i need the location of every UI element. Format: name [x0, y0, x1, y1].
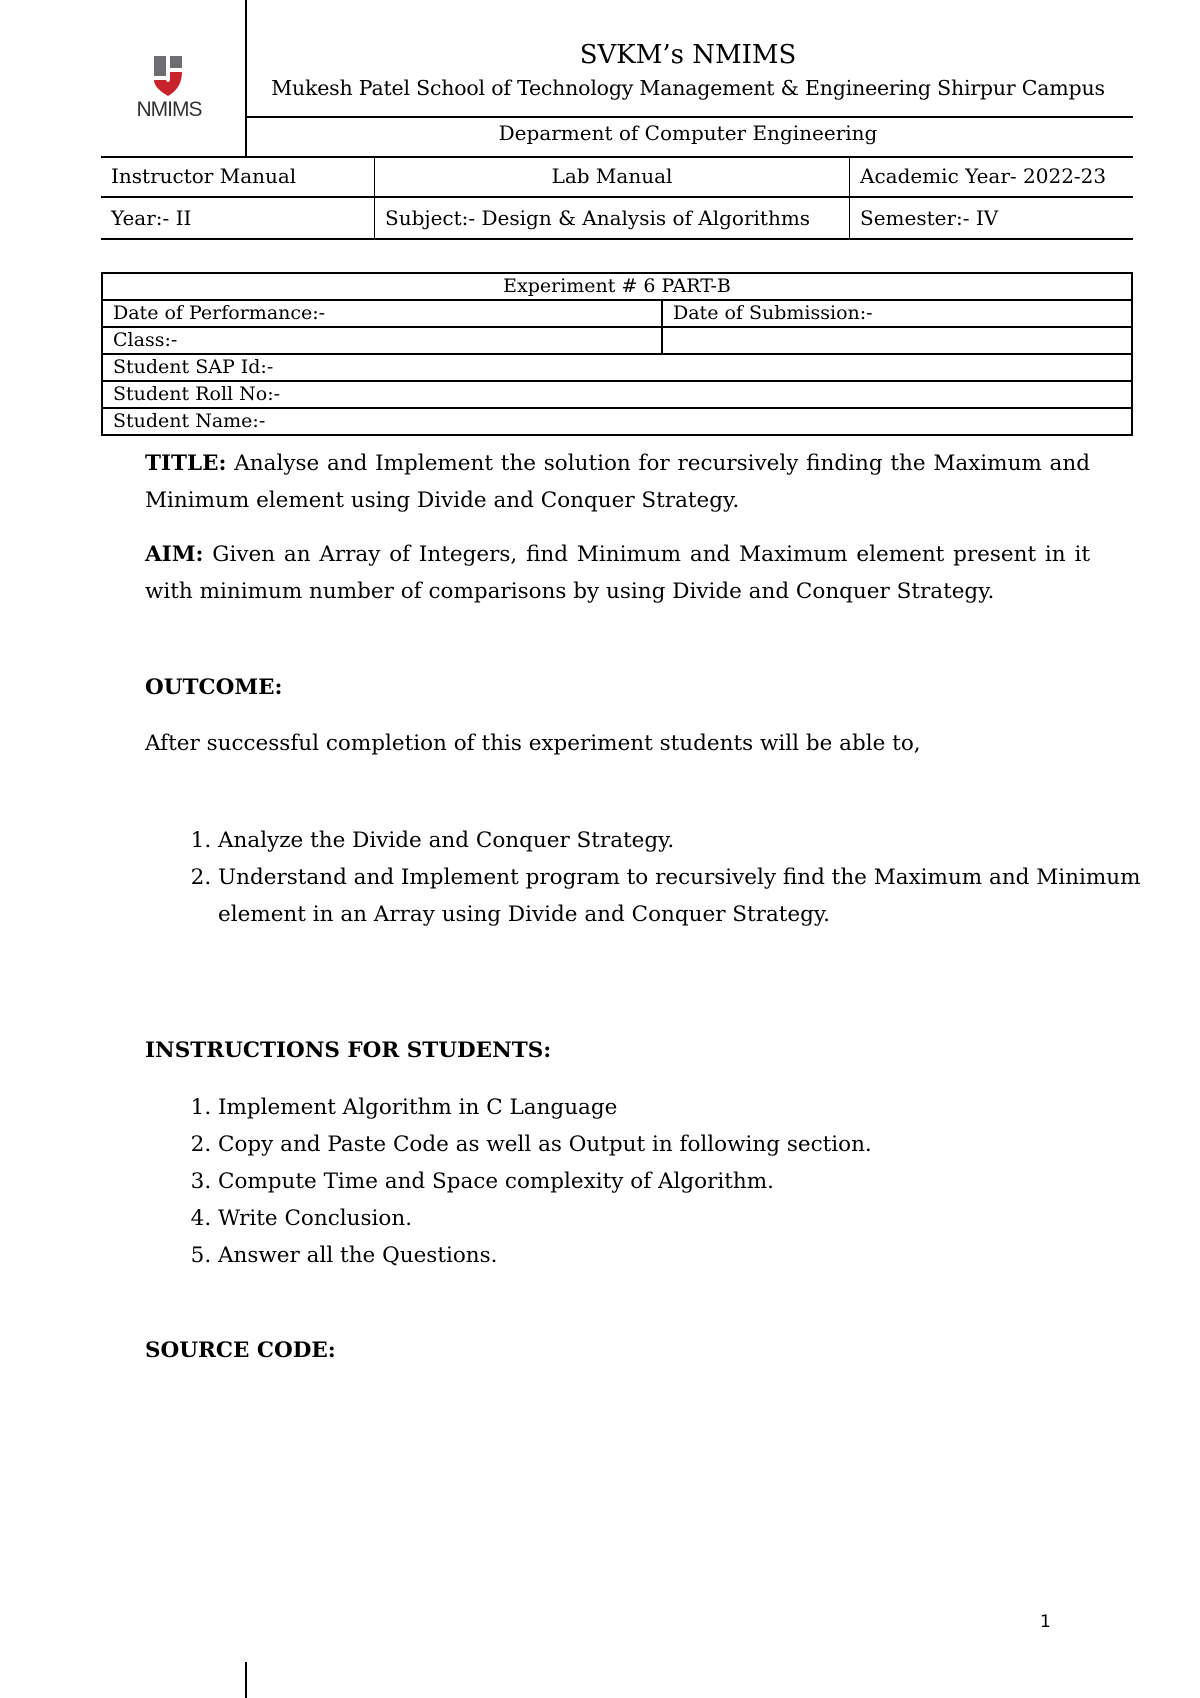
semester: Semester:- IV — [850, 197, 1134, 239]
instructions-heading: INSTRUCTIONS FOR STUDENTS: — [145, 1038, 552, 1063]
instructions-list — [145, 1089, 1163, 1274]
list-item: 4. Write Conclusion. — [218, 1200, 1163, 1237]
aim-label: AIM: — [145, 542, 204, 567]
subject: Subject:- Design & Analysis of Algorithms — [375, 197, 850, 239]
info-row — [101, 156, 1133, 197]
date-of-performance: Date of Performance:- — [102, 300, 662, 327]
experiment-title: Experiment # 6 PART-B — [102, 273, 1132, 300]
university-name: SVKM’s NMIMS — [579, 40, 797, 70]
empty-cell — [662, 327, 1132, 354]
outcome-intro: After successful completion of this experiment students will be able to, — [145, 731, 921, 756]
footer-vertical-rule — [245, 1662, 247, 1698]
list-item: 1. Analyze the Divide and Conquer Strategy. — [218, 822, 1163, 859]
student-roll-no: Student Roll No:- — [102, 381, 1132, 408]
list-item: 5. Answer all the Questions. — [218, 1237, 1163, 1274]
class-field: Class:- — [102, 327, 662, 354]
info-row — [101, 197, 1133, 239]
school-name: Mukesh Patel School of Technology Management & Engineering Shirpur Campus — [271, 76, 1105, 100]
experiment-table — [101, 272, 1133, 436]
manual-type: Instructor Manual — [101, 156, 375, 197]
list-item: 3. Compute Time and Space complexity of Algorithm. — [218, 1163, 1163, 1200]
outcome-list — [145, 822, 1163, 933]
aim-paragraph — [145, 536, 1090, 610]
year: Year:- II — [101, 197, 375, 239]
logo-name: NMIMS — [136, 98, 202, 121]
student-sap-id: Student SAP Id:- — [102, 354, 1132, 381]
header-divider — [245, 116, 1133, 118]
title-label: TITLE: — [145, 451, 227, 476]
academic-year: Academic Year- 2022-23 — [850, 156, 1134, 197]
nmims-logo — [128, 52, 210, 136]
manual-kind: Lab Manual — [375, 156, 850, 197]
date-of-submission: Date of Submission:- — [662, 300, 1132, 327]
list-item: 1. Implement Algorithm in C Language — [218, 1089, 1163, 1126]
header-vertical-rule — [245, 0, 247, 158]
shield-icon — [152, 54, 184, 98]
page-number: 1 — [1040, 1612, 1051, 1632]
student-name: Student Name:- — [102, 408, 1132, 435]
title-text: Analyse and Implement the solution for recursively finding the Maximum and Minimum element using Divide and Conquer Strategy. — [145, 451, 1090, 513]
outcome-heading: OUTCOME: — [145, 675, 283, 700]
info-table — [101, 156, 1133, 240]
list-item: 2. Understand and Implement program to recursively find the Maximum and Minimum element in an Array using Divide and Conquer Strategy. — [218, 859, 1163, 933]
list-item: 2. Copy and Paste Code as well as Output in following section. — [218, 1126, 1163, 1163]
source-code-heading: SOURCE CODE: — [145, 1338, 336, 1363]
title-paragraph — [145, 445, 1090, 519]
department-name: Deparment of Computer Engineering — [498, 121, 878, 145]
aim-text: Given an Array of Integers, find Minimum and Maximum element present in it with minimum number of comparisons by using Divide and Conquer Strategy. — [145, 542, 1090, 604]
